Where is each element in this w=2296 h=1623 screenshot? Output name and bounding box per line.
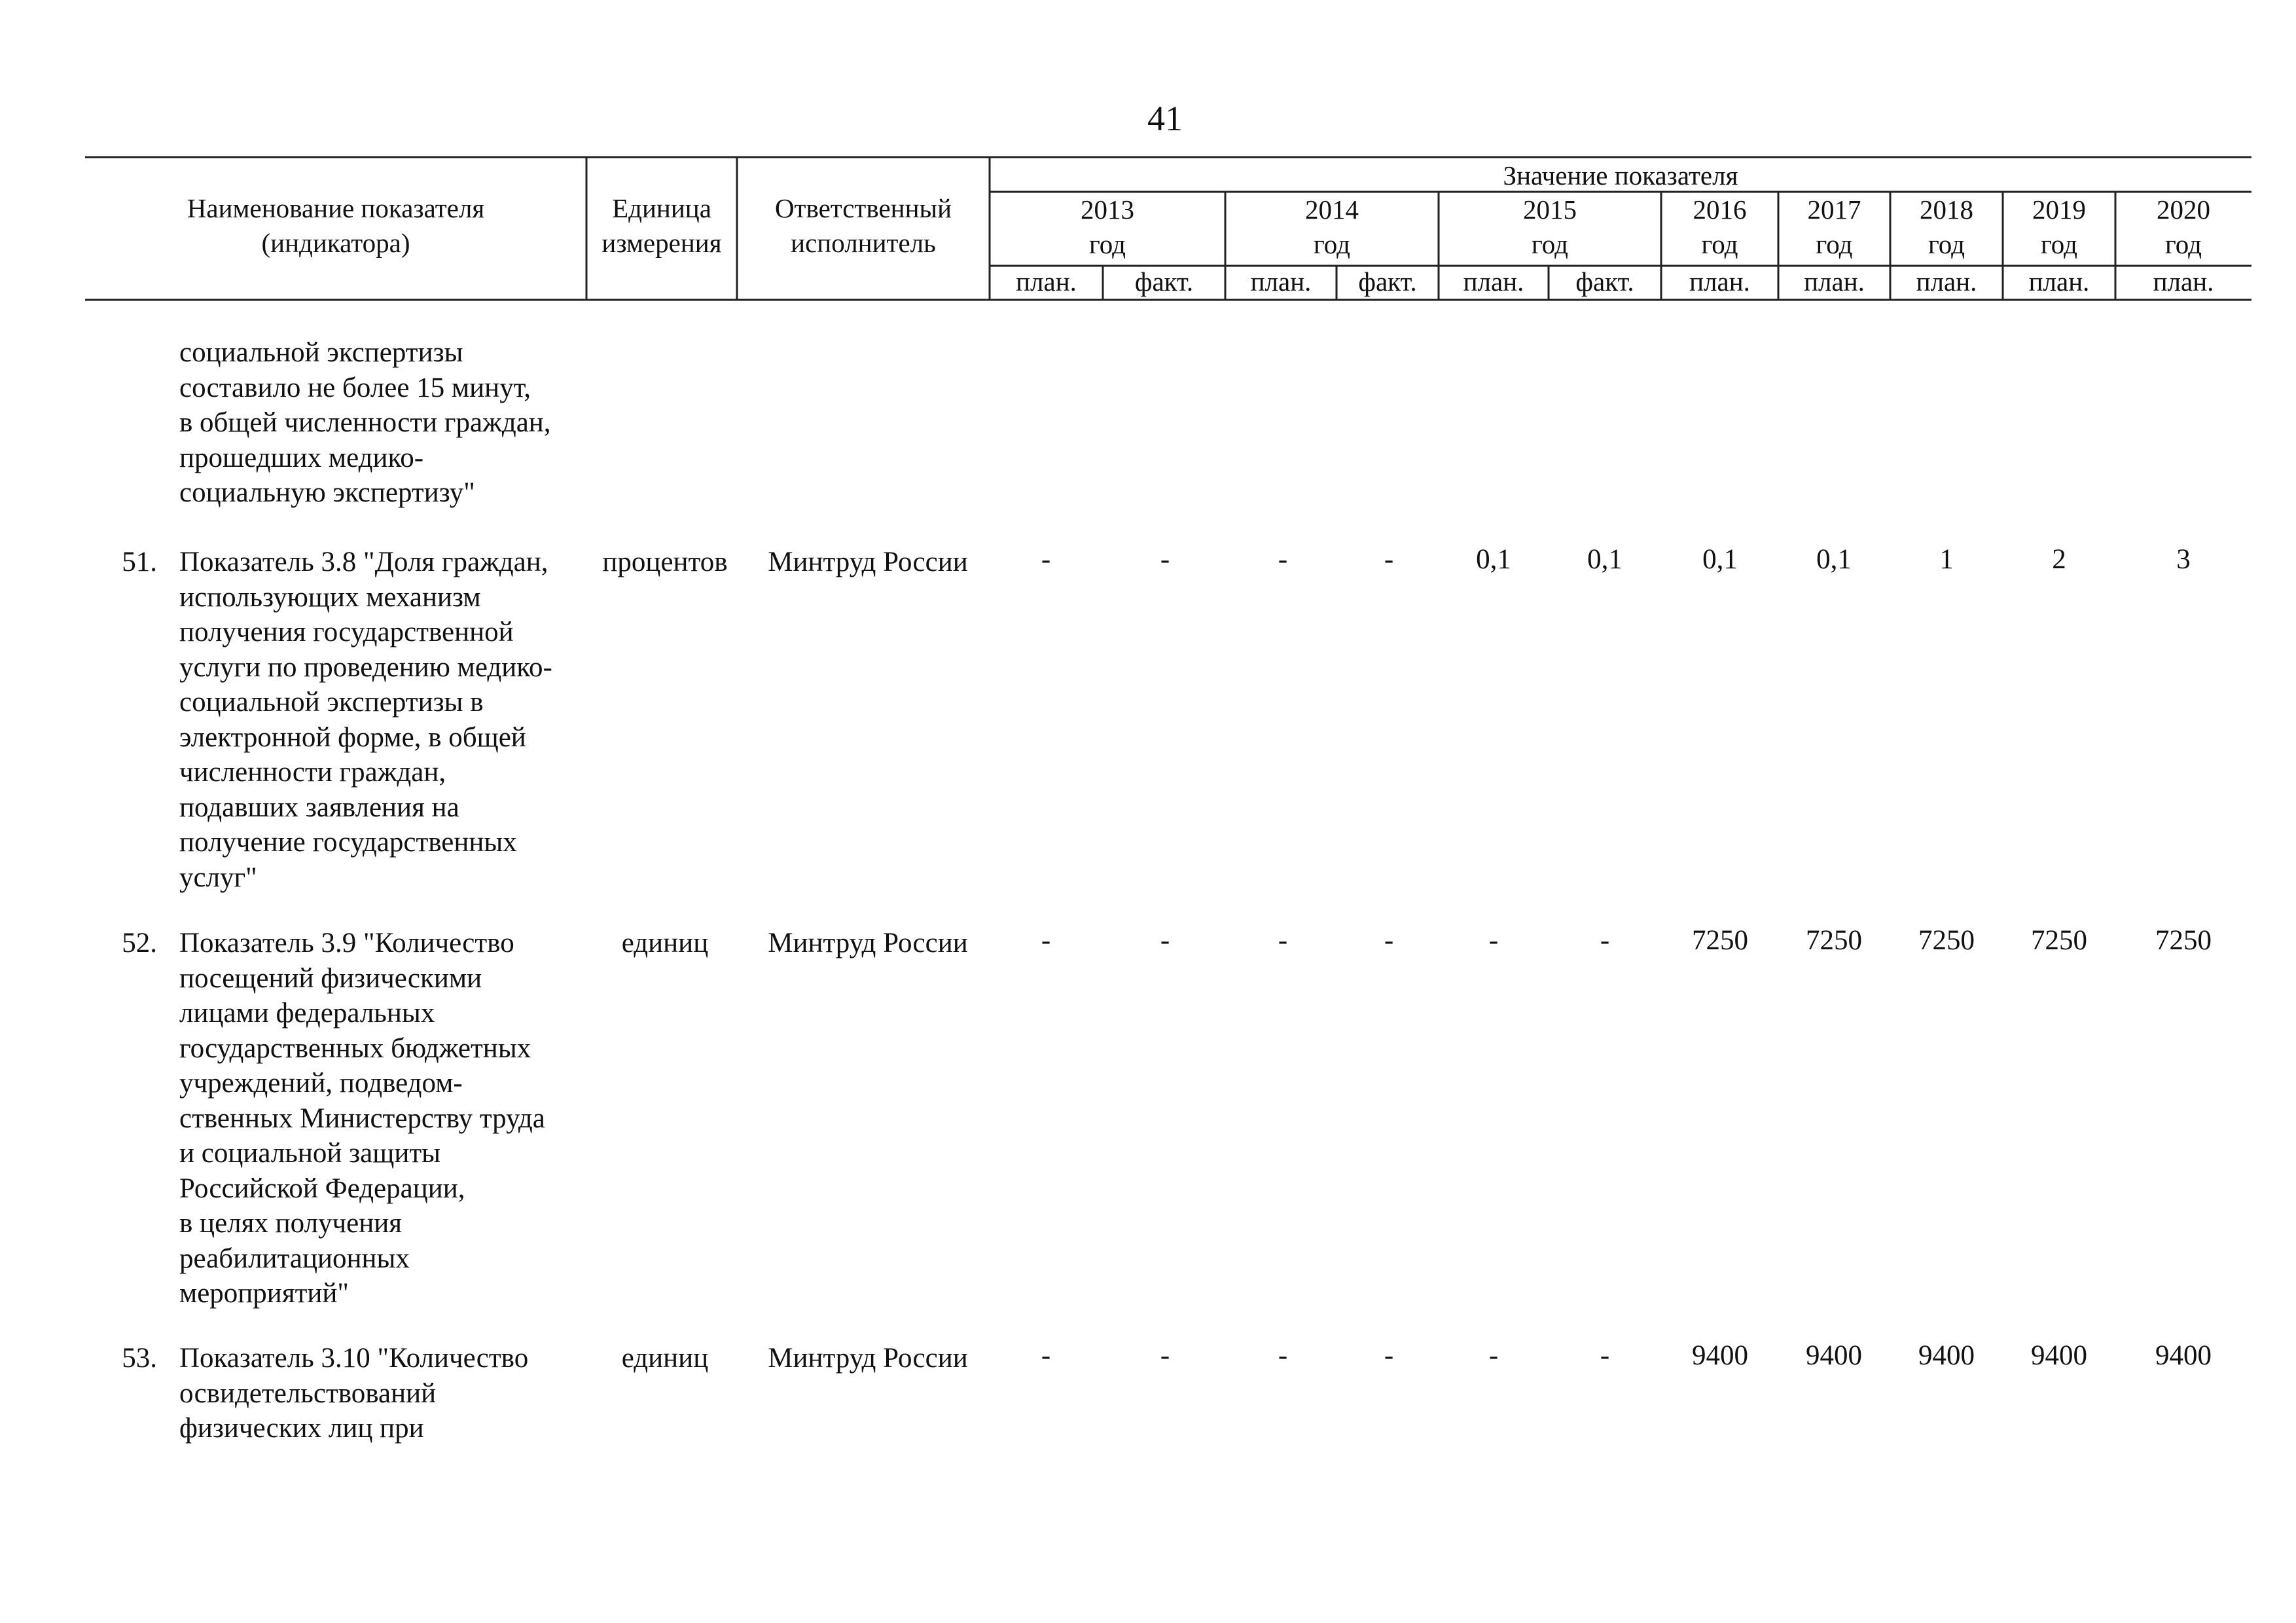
header-year-2015 xyxy=(1439,192,1661,262)
indicator-name-line: ственных Министерству труда xyxy=(179,1103,545,1134)
header-year-suffix: год xyxy=(1532,229,1568,259)
indicator-value: 0,1 xyxy=(1816,544,1852,575)
page-number: 41 xyxy=(1147,99,1183,138)
header-responsible-line1: Ответственный xyxy=(774,193,952,223)
indicator-value: 0,1 xyxy=(1702,544,1738,575)
indicator-name-line: мероприятий" xyxy=(179,1278,349,1309)
indicator-value: - xyxy=(1488,1340,1499,1371)
indicator-value: - xyxy=(1600,925,1610,956)
indicator-value: - xyxy=(1488,925,1499,956)
indicator-value: - xyxy=(1384,544,1394,575)
header-year-2013 xyxy=(990,192,1225,262)
header-year-label: 2014 xyxy=(1305,194,1359,225)
indicator-name-line: получение государственных xyxy=(179,827,517,858)
indicator-name-line: услуги по проведению медико- xyxy=(179,651,552,683)
header-year-suffix: год xyxy=(2165,229,2202,259)
indicator-name-line: услуг" xyxy=(179,862,257,893)
header-unit-line1: Единица xyxy=(612,193,711,223)
unit-of-measure: процентов xyxy=(602,547,728,577)
header-year-2014 xyxy=(1225,192,1439,262)
responsible-executor: Минтруд России xyxy=(768,928,968,958)
header-year-label: 2015 xyxy=(1523,194,1577,225)
indicator-name-line: государственных бюджетных xyxy=(179,1032,531,1064)
indicator-value: - xyxy=(1160,925,1170,956)
indicator-value: 7250 xyxy=(2031,925,2087,956)
header-year-suffix: год xyxy=(1314,229,1350,259)
header-sub-label: план. xyxy=(2153,266,2214,297)
indicator-value: - xyxy=(1384,925,1394,956)
indicator-value: - xyxy=(1160,544,1170,575)
indicator-name-line: численности граждан, xyxy=(179,757,446,788)
header-unit xyxy=(586,191,737,261)
header-sub-5 xyxy=(1439,264,1549,299)
indicator-value: - xyxy=(1278,1340,1288,1371)
indicator-name-line: Показатель 3.9 "Количество xyxy=(179,928,514,958)
header-sub-1 xyxy=(990,264,1103,299)
indicator-name-line: в общей численности граждан, xyxy=(179,407,551,438)
header-sub-label: план. xyxy=(1689,266,1750,297)
header-year-label: 2016 xyxy=(1693,194,1747,225)
header-sub-label: факт. xyxy=(1358,266,1417,297)
header-sub-9 xyxy=(1890,264,2003,299)
indicator-value: 7250 xyxy=(1918,925,1975,956)
header-year-2020 xyxy=(2115,192,2251,262)
indicator-name-line: прошедших медико- xyxy=(179,442,424,473)
header-sub-2 xyxy=(1103,264,1225,299)
unit-of-measure: единиц xyxy=(621,1343,709,1374)
row-number: 51. xyxy=(122,547,157,577)
header-year-label: 2013 xyxy=(1081,194,1134,225)
indicator-name-line: лицами федеральных xyxy=(179,998,435,1029)
indicator-value: 1 xyxy=(1939,544,1954,575)
header-sub-6 xyxy=(1549,264,1661,299)
indicator-value: 0,1 xyxy=(1476,544,1511,575)
header-sub-7 xyxy=(1661,264,1778,299)
header-year-suffix: год xyxy=(1928,229,1965,259)
header-sub-label: план. xyxy=(1463,266,1524,297)
indicator-name-line: Показатель 3.8 "Доля граждан, xyxy=(179,547,548,577)
indicator-name-line: электронной форме, в общей xyxy=(179,721,526,753)
header-year-label: 2018 xyxy=(1920,194,1973,225)
indicator-value: - xyxy=(1278,544,1288,575)
header-responsible xyxy=(737,191,990,261)
indicator-value: 7250 xyxy=(1692,925,1748,956)
row-number: 53. xyxy=(122,1343,157,1374)
indicator-value: 9400 xyxy=(2155,1340,2212,1371)
indicator-value: 3 xyxy=(2176,544,2191,575)
header-year-suffix: год xyxy=(1701,229,1738,259)
indicator-name-line: подавших заявления на xyxy=(179,792,459,823)
header-sub-10 xyxy=(2003,264,2115,299)
indicator-name-line: социальной экспертизы в xyxy=(179,687,484,718)
indicator-value: - xyxy=(1041,544,1051,575)
header-sub-11 xyxy=(2115,264,2251,299)
indicator-value: - xyxy=(1278,925,1288,956)
indicator-name-line: посещений физическими xyxy=(179,962,482,994)
header-sub-label: план. xyxy=(1016,266,1077,297)
header-indicator-name-line2: (индикатора) xyxy=(261,228,410,258)
indicator-name-line: Российской Федерации, xyxy=(179,1173,465,1204)
indicator-name-line: Показатель 3.10 "Количество xyxy=(179,1343,529,1374)
indicator-value: 9400 xyxy=(2031,1340,2087,1371)
header-sub-label: план. xyxy=(1916,266,1977,297)
header-sub-label: план. xyxy=(1250,266,1312,297)
responsible-executor: Минтруд России xyxy=(768,1343,968,1374)
header-responsible-line2: исполнитель xyxy=(791,228,936,258)
header-indicator-name-line1: Наименование показателя xyxy=(187,193,485,223)
header-year-suffix: год xyxy=(1816,229,1853,259)
indicator-value: 0,1 xyxy=(1587,544,1623,575)
header-sub-3 xyxy=(1225,264,1336,299)
header-sub-label: план. xyxy=(2028,266,2090,297)
indicator-value: - xyxy=(1041,1340,1051,1371)
indicator-value: 2 xyxy=(2052,544,2066,575)
indicator-value: 9400 xyxy=(1918,1340,1975,1371)
header-sub-label: факт. xyxy=(1134,266,1194,297)
indicator-value: 7250 xyxy=(2155,925,2212,956)
indicator-name xyxy=(179,926,545,1311)
header-unit-line2: измерения xyxy=(601,228,722,258)
header-year-2018 xyxy=(1890,192,2003,262)
header-year-2019 xyxy=(2003,192,2115,262)
indicator-value: 9400 xyxy=(1806,1340,1862,1371)
row-number: 52. xyxy=(122,928,157,958)
indicator-value: - xyxy=(1384,1340,1394,1371)
header-year-2017 xyxy=(1778,192,1890,262)
indicator-name xyxy=(179,335,551,511)
header-sub-8 xyxy=(1778,264,1890,299)
header-year-suffix: год xyxy=(2041,229,2077,259)
header-year-label: 2020 xyxy=(2157,194,2210,225)
header-year-suffix: год xyxy=(1089,229,1126,259)
indicator-name-line: учреждений, подведом- xyxy=(179,1068,463,1099)
header-indicator-name xyxy=(85,191,586,261)
indicator-value: - xyxy=(1160,1340,1170,1371)
header-values-title-text: Значение показателя xyxy=(1503,160,1738,191)
indicator-name-line: физических лиц при xyxy=(179,1413,424,1444)
indicator-value: - xyxy=(1600,1340,1610,1371)
indicator-value: 9400 xyxy=(1692,1340,1748,1371)
indicator-name xyxy=(179,545,552,895)
indicator-name-line: социальной экспертизы xyxy=(179,337,463,368)
header-sub-label: факт. xyxy=(1575,266,1634,297)
indicator-name-line: освидетельствований xyxy=(179,1377,437,1409)
indicator-value: - xyxy=(1041,925,1051,956)
indicator-name-line: в целях получения xyxy=(179,1208,403,1239)
indicator-name-line: социальную экспертизу" xyxy=(179,477,475,508)
header-year-label: 2019 xyxy=(2032,194,2086,225)
header-year-label: 2017 xyxy=(1807,194,1861,225)
indicator-name-line: и социальной защиты xyxy=(179,1138,441,1169)
header-values-title xyxy=(990,158,2251,193)
indicator-name xyxy=(179,1341,528,1446)
indicator-name-line: реабилитационных xyxy=(179,1243,410,1274)
unit-of-measure: единиц xyxy=(621,928,709,958)
indicator-name-line: составило не более 15 минут, xyxy=(179,372,531,403)
responsible-executor: Минтруд России xyxy=(768,547,968,577)
indicator-value: 7250 xyxy=(1806,925,1862,956)
indicator-name-line: использующих механизм xyxy=(179,581,481,613)
indicator-name-line: получения государственной xyxy=(179,617,514,647)
header-sub-4 xyxy=(1336,264,1439,299)
header-sub-label: план. xyxy=(1804,266,1865,297)
header-year-2016 xyxy=(1661,192,1778,262)
